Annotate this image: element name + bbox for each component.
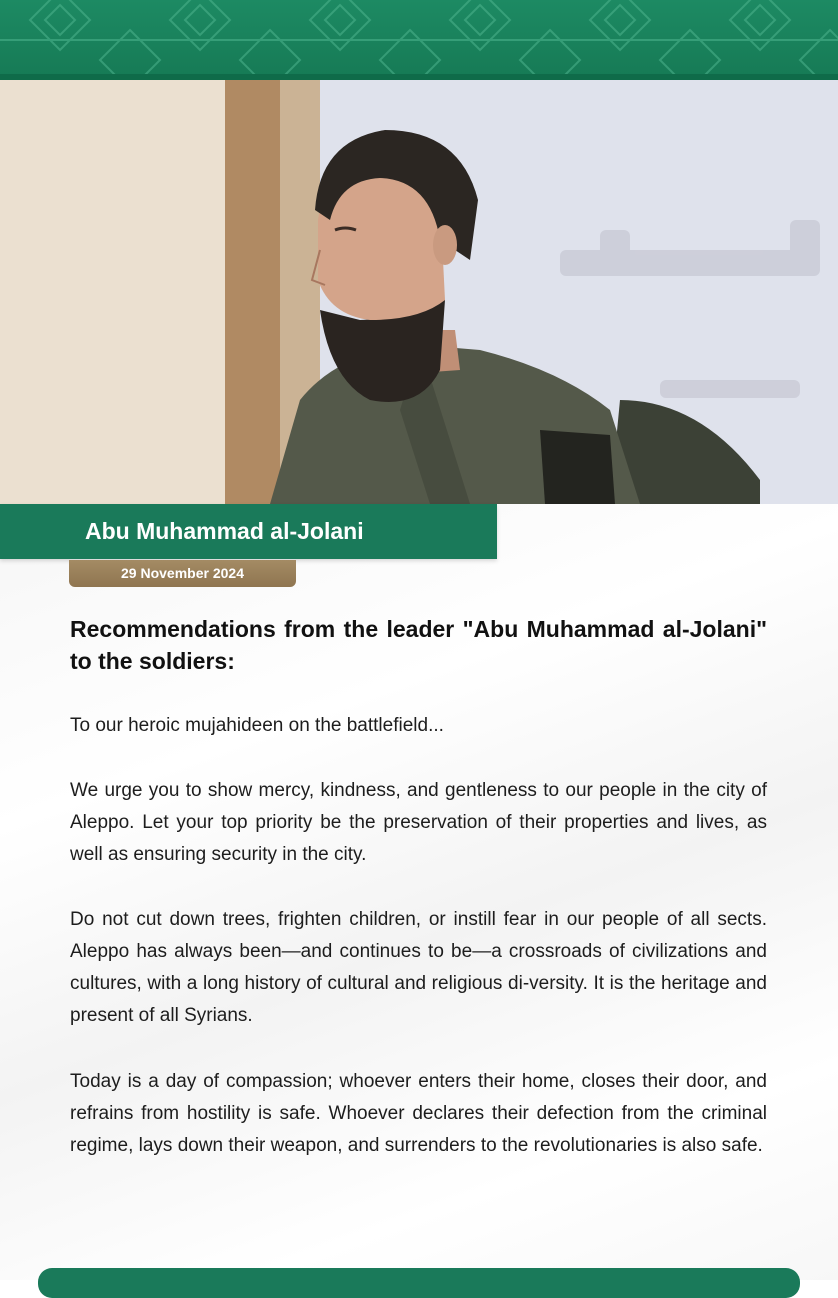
author-name: Abu Muhammad al-Jolani	[85, 518, 364, 544]
footer-bar	[38, 1268, 800, 1298]
publication-date: 29 November 2024	[121, 565, 244, 581]
date-badge	[69, 560, 296, 587]
paragraph-mercy: We urge you to show mercy, kindness, and gentleness to our people in the city of Aleppo. Let your top priority be the preservation of their properties and lives, as well as ensuring security in the city.	[70, 780, 767, 865]
paragraph-compassion: Today is a day of compassion; whoever enters their home, closes their door, and refrains from hostility is safe. Whoever declares their defection from the criminal regime, lays down their weapon, and surrenders to the revolutionaries is also safe.	[70, 1071, 767, 1156]
geometric-pattern-icon	[0, 0, 838, 80]
portrait-illustration	[0, 80, 838, 504]
header-pattern-band	[0, 0, 838, 80]
portrait-photo	[0, 80, 838, 504]
name-banner	[0, 504, 497, 559]
paragraph-intro: To our heroic mujahideen on the battlefield...	[70, 715, 444, 736]
article-title: Recommendations from the leader "Abu Muhammad al-Jolani" to the soldiers:	[70, 616, 767, 674]
paragraph-aleppo: Do not cut down trees, frighten children, or instill fear in our people of all sects. Aleppo has always been—and continues to be—a crossroads of civilizations and cultures, with a long history of cultural and religious di-versity. It is the heritage and present of all Syrians.	[70, 909, 767, 1026]
